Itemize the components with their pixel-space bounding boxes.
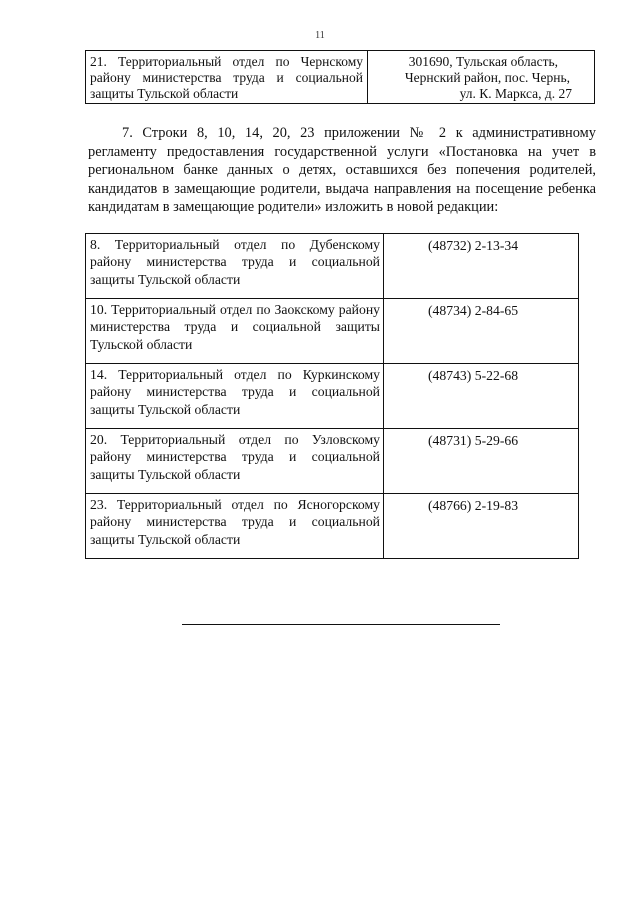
table-row: [86, 234, 579, 299]
department-cell: 23. Территориальный отдел по Ясногорскому району министерства труда и социальной защиты Тульской области: [86, 494, 384, 559]
department-cell: 8. Территориальный отдел по Дубенскому району министерства труда и социальной защиты Тульской области: [86, 234, 384, 299]
closing-rule: [182, 624, 500, 625]
continuation-table-row: [85, 50, 595, 104]
table-row: [86, 494, 579, 559]
department-cell: 10. Территориальный отдел по Заокскому району министерства труда и социальной защиты Тульской области: [86, 299, 384, 364]
address-cell: [368, 51, 594, 103]
department-cell: 20. Территориальный отдел по Узловскому району министерства труда и социальной защиты Тульской области: [86, 429, 384, 494]
phone-cell: (48734) 2-84-65: [384, 299, 579, 364]
departments-table: [85, 233, 579, 559]
address-line: 301690, Тульская область,: [408, 54, 558, 69]
department-cell: 14. Территориальный отдел по Куркинскому району министерства труда и социальной защиты Тульской области: [86, 364, 384, 429]
amendment-paragraph: 7. Строки 8, 10, 14, 20, 23 приложении № 2 к административному регламенту предоставления государственной услуги «Постановка на учет в региональном банке данных о детях, оставшихся без попечения родителей, кандидатов в замещающие родители, выдача направления на посещение ребенка кандидатам в замещающие родители» изложить в новой редакции:: [88, 125, 596, 216]
phone-cell: (48731) 5-29-66: [384, 429, 579, 494]
table-row: [86, 429, 579, 494]
table-row: [86, 364, 579, 429]
table-row: [86, 299, 579, 364]
address-line: Чернский район, пос. Чернь,: [404, 70, 570, 85]
address-line: ул. К. Маркса, д. 27: [459, 86, 572, 101]
department-cell: 21. Территориальный отдел по Чернскому району министерства труда и социальной защиты Тульской области: [86, 51, 368, 103]
phone-cell: (48766) 2-19-83: [384, 494, 579, 559]
phone-cell: (48743) 5-22-68: [384, 364, 579, 429]
page-number: 11: [315, 30, 325, 41]
phone-cell: (48732) 2-13-34: [384, 234, 579, 299]
